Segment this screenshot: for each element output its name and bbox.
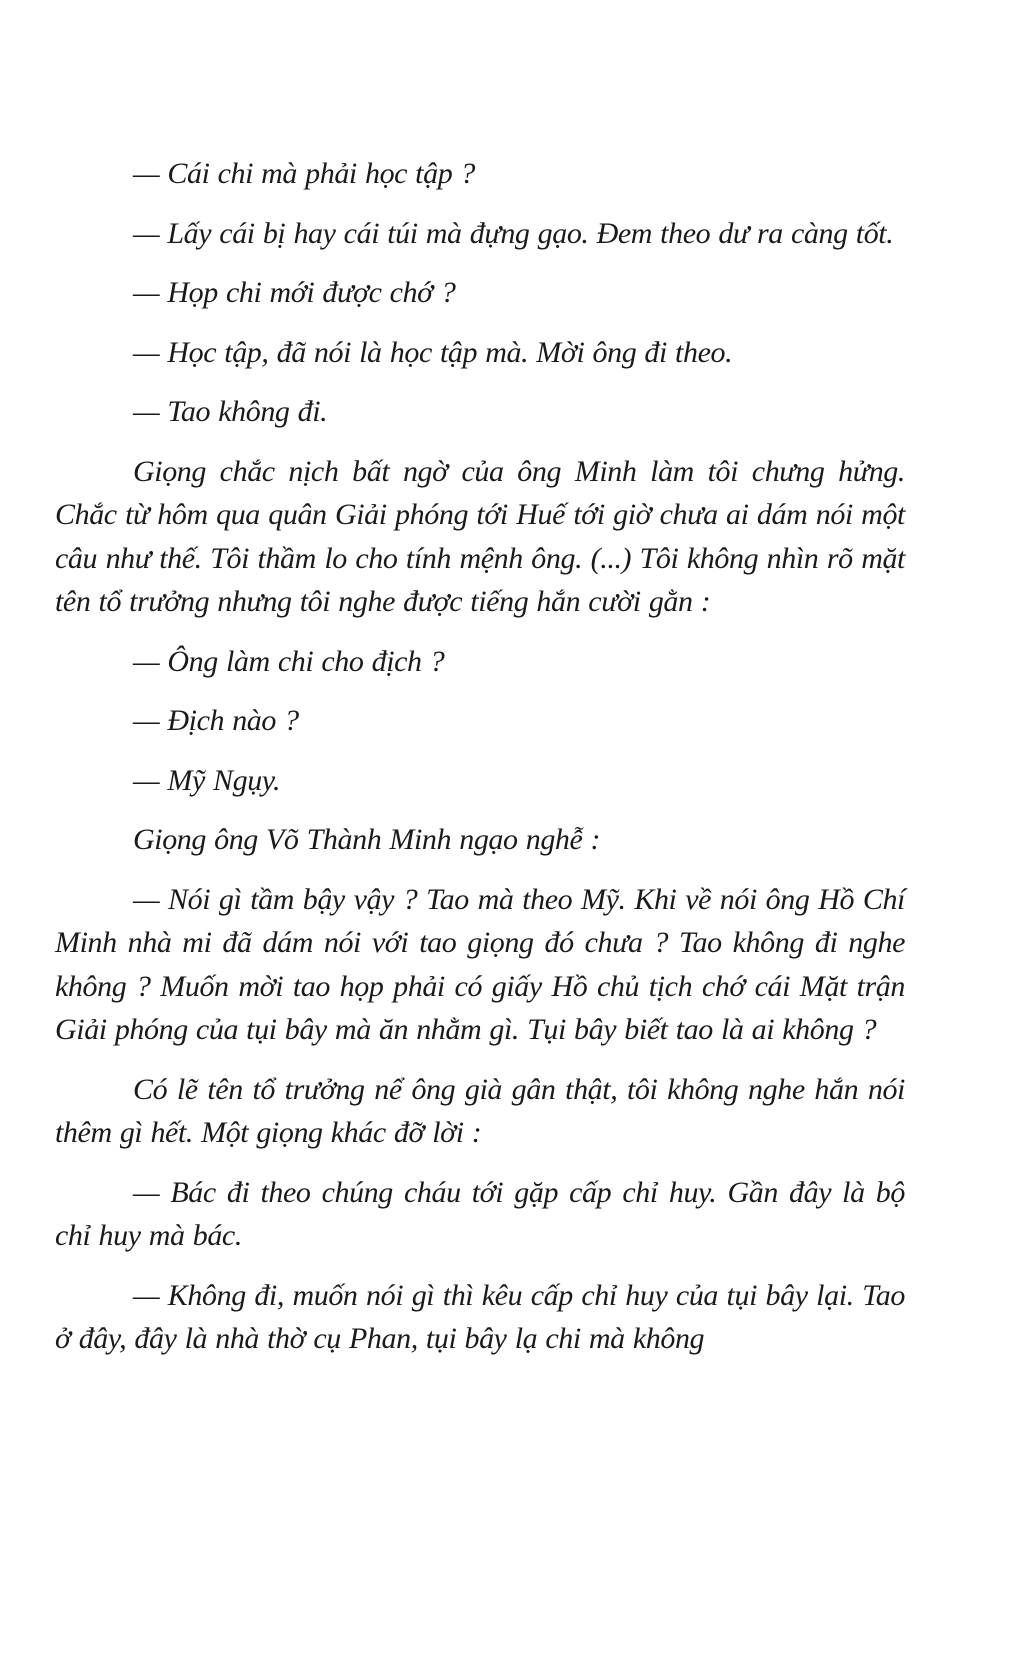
narrative-paragraph: Có lẽ tên tổ trưởng nể ông già gân thật, tôi không nghe hắn nói thêm gì hết. Một giọng khác đỡ lời : xyxy=(55,1072,905,1149)
dialog-line: — Ông làm chi cho địch ? xyxy=(133,644,445,678)
dialog-line: — Họp chi mới được chớ ? xyxy=(133,276,456,309)
dialog-line: — Lấy cái bị hay cái túi mà đựng gạo. Đem theo dư ra càng tốt. xyxy=(133,216,894,250)
dialog-line: — Địch nào ? xyxy=(133,704,299,737)
book-page xyxy=(55,152,905,1377)
dialog-line: — Cái chi mà phải học tập ? xyxy=(133,157,476,190)
dialog-line: — Tao không đi. xyxy=(133,395,328,428)
dialog-line: — Mỹ Ngụy. xyxy=(133,763,281,797)
dialog-line: — Học tập, đã nói là học tập mà. Mời ông đi theo. xyxy=(133,335,733,369)
narrative-paragraph: Giọng ông Võ Thành Minh ngạo nghễ : xyxy=(133,823,601,856)
narrative-paragraph: Giọng chắc nịch bất ngờ của ông Minh làm tôi chưng hửng. Chắc từ hôm qua quân Giải phóng tới Huế tới giờ chưa ai dám nói một câu như thế. Tôi thầm lo cho tính mệnh ông. (...) Tôi không nhìn rõ mặt tên tổ trưởng nhưng tôi nghe được tiếng hắn cười gằn : xyxy=(55,454,905,618)
dialog-line: — Không đi, muốn nói gì thì kêu cấp chỉ huy của tụi bây lại. Tao ở đây, đây là nhà thờ cụ Phan, tụi bây lạ chi mà không xyxy=(55,1278,905,1355)
dialog-line: — Nói gì tầm bậy vậy ? Tao mà theo Mỹ. Khi về nói ông Hồ Chí Minh nhà mi đã dám nói với tao giọng đó chưa ? Tao không đi nghe không ? Muốn mời tao họp phải có giấy Hồ chủ tịch chớ cái Mặt trận Giải phóng của tụi bây mà ăn nhằm gì. Tụi bây biết tao là ai không ? xyxy=(55,882,905,1046)
dialog-line: — Bác đi theo chúng cháu tới gặp cấp chỉ huy. Gần đây là bộ chỉ huy mà bác. xyxy=(55,1175,905,1252)
